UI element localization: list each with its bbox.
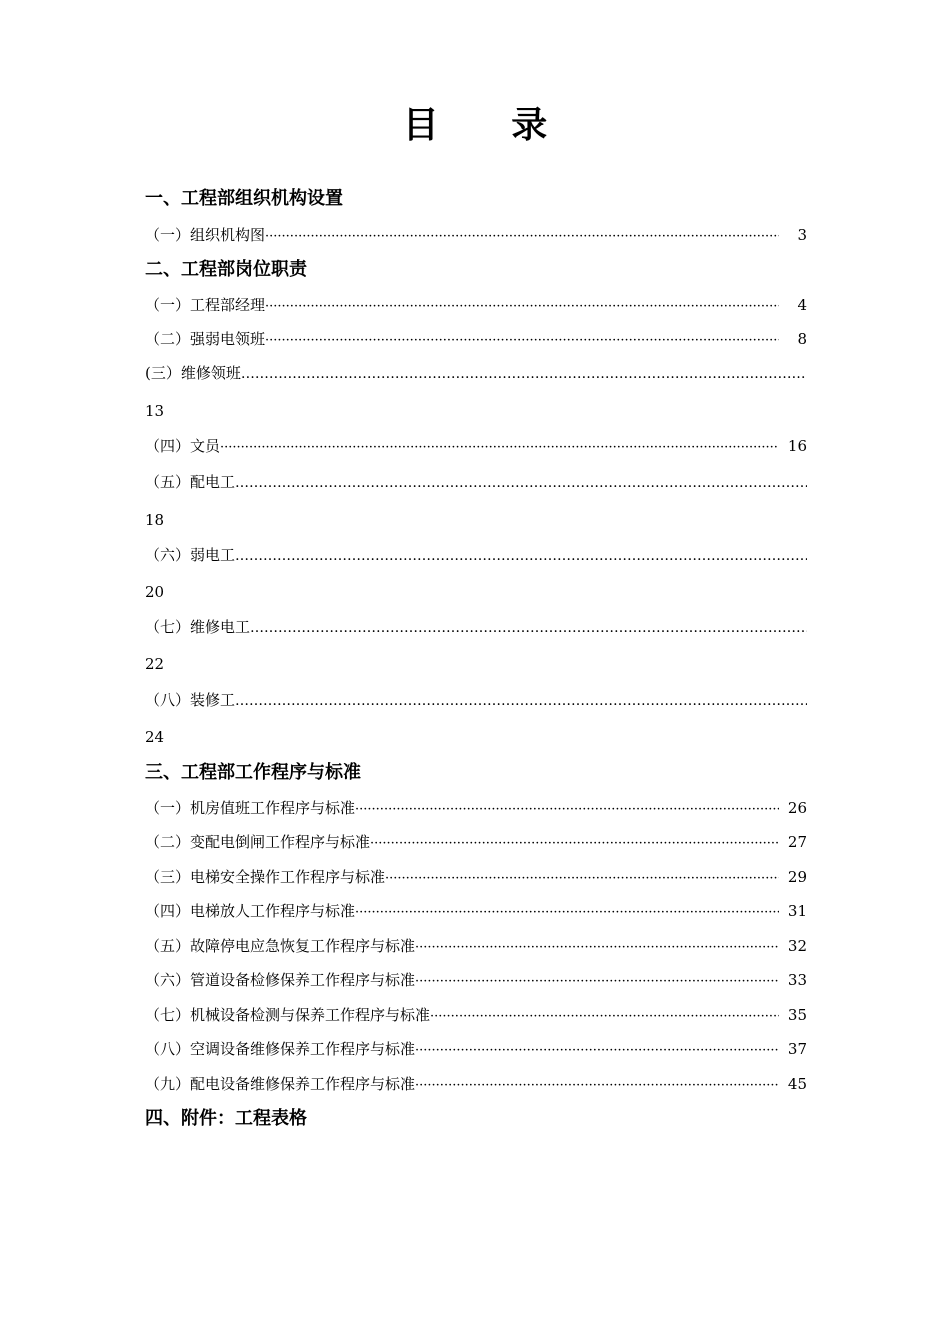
toc-entry[interactable] [145, 899, 807, 923]
toc-entry[interactable] [145, 361, 807, 385]
toc-entry-page: 8 [797, 330, 807, 348]
toc-entry[interactable] [145, 1003, 807, 1027]
toc-entry-label: （七）机械设备检测与保养工作程序与标准 [145, 1006, 431, 1024]
toc-entry-page: 45 [787, 1075, 807, 1093]
leader-dots [430, 1005, 779, 1029]
toc-entry-label: （四）文员 [145, 437, 221, 455]
toc-entry[interactable] [145, 434, 807, 458]
leader-dots [415, 936, 779, 960]
toc-entry-page: 26 [787, 799, 807, 817]
toc-entry-label: （九）配电设备维修保养工作程序与标准 [145, 1075, 416, 1093]
toc-entry-label: （六）管道设备检修保养工作程序与标准 [145, 971, 416, 989]
leader-dots [220, 436, 779, 460]
leader-dots [370, 832, 779, 856]
toc-entry-page: 27 [787, 833, 807, 851]
leader-dots [241, 362, 807, 387]
section-heading-4: 四、附件：工程表格 [145, 1108, 307, 1129]
toc-entry[interactable] [145, 796, 807, 820]
toc-entry-label: （一）机房值班工作程序与标准 [145, 799, 356, 817]
toc-entry-page: 37 [787, 1040, 807, 1058]
toc-entry-label: （二）变配电倒闸工作程序与标准 [145, 833, 371, 851]
leader-dots [235, 471, 807, 496]
toc-entry[interactable] [145, 688, 807, 712]
toc-entry-label: （八）装修工 [145, 691, 236, 709]
section-heading-2: 二、工程部岗位职责 [145, 259, 307, 280]
leader-dots [415, 1039, 779, 1063]
toc-entry-label: （八）空调设备维修保养工作程序与标准 [145, 1040, 416, 1058]
toc-entry-label: (三）维修领班 [145, 364, 241, 382]
toc-entry[interactable] [145, 293, 807, 317]
toc-entry-page: 18 [145, 511, 165, 529]
leader-dots [355, 901, 779, 925]
toc-entry-page: 20 [145, 583, 165, 601]
toc-entry[interactable] [145, 615, 807, 639]
leader-dots [235, 544, 807, 569]
toc-entry-page: 3 [797, 226, 807, 244]
toc-entry[interactable] [145, 327, 807, 351]
page-title: 目 录 [402, 105, 578, 146]
leader-dots [415, 970, 779, 994]
toc-entry-label: （六）弱电工 [145, 546, 236, 564]
toc-entry-label: （七）维修电工 [145, 618, 251, 636]
leader-dots [250, 616, 807, 641]
toc-entry[interactable] [145, 1072, 807, 1096]
toc-entry-label: （五）配电工 [145, 473, 236, 491]
toc-entry-page: 32 [787, 937, 807, 955]
toc-entry-page: 33 [787, 971, 807, 989]
toc-entry-page: 22 [145, 655, 165, 673]
toc-entry-label: （二）强弱电领班 [145, 330, 266, 348]
toc-entry-page: 24 [145, 728, 165, 746]
toc-entry-page: 13 [145, 402, 165, 420]
toc-entry[interactable] [145, 830, 807, 854]
leader-dots [265, 295, 779, 319]
leader-dots [355, 798, 779, 822]
toc-entry-page: 29 [787, 868, 807, 886]
section-heading-3: 三、工程部工作程序与标准 [145, 762, 361, 783]
toc-entry[interactable] [145, 865, 807, 889]
toc-entry-label: （三）电梯安全操作工作程序与标准 [145, 868, 386, 886]
toc-entry-label: （五）故障停电应急恢复工作程序与标准 [145, 937, 416, 955]
toc-entry-page: 35 [787, 1006, 807, 1024]
leader-dots [385, 867, 779, 891]
leader-dots [265, 329, 779, 353]
leader-dots [265, 225, 779, 249]
toc-entry[interactable] [145, 470, 807, 494]
toc-entry[interactable] [145, 1037, 807, 1061]
toc-entry[interactable] [145, 223, 807, 247]
toc-entry-label: （一）组织机构图 [145, 226, 266, 244]
toc-entry[interactable] [145, 543, 807, 567]
toc-entry-label: （一）工程部经理 [145, 296, 266, 314]
toc-entry[interactable] [145, 934, 807, 958]
toc-entry-page: 4 [797, 296, 807, 314]
toc-entry-label: （四）电梯放人工作程序与标准 [145, 902, 356, 920]
toc-entry[interactable] [145, 968, 807, 992]
section-heading-1: 一、工程部组织机构设置 [145, 188, 343, 209]
leader-dots [235, 689, 807, 714]
toc-entry-page: 31 [787, 902, 807, 920]
toc-entry-page: 16 [787, 437, 807, 455]
leader-dots [415, 1074, 779, 1098]
